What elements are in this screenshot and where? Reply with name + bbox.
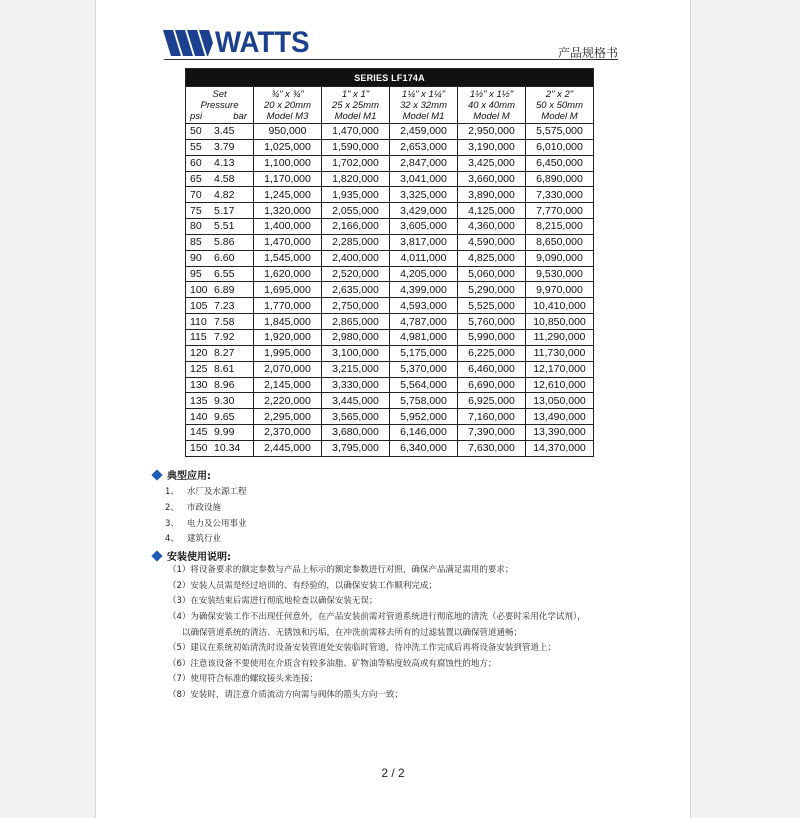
capacity-cell: 2,980,000 <box>322 329 390 345</box>
pressure-cell <box>186 393 254 409</box>
capacity-cell: 3,325,000 <box>390 187 458 203</box>
unit-psi: psi <box>190 111 203 122</box>
pressure-units <box>188 111 251 122</box>
pressure-cell <box>186 139 254 155</box>
capacity-cell: 6,460,000 <box>458 361 526 377</box>
psi-value: 70 <box>190 188 202 201</box>
note-item: （7）使用符合标准的螺纹接头来连接； <box>168 674 318 684</box>
capacity-cell: 6,450,000 <box>526 155 594 171</box>
bar-value: 8.27 <box>214 347 235 360</box>
capacity-cell: 11,290,000 <box>526 329 594 345</box>
list-index: 3、 <box>165 519 179 529</box>
bar-value: 9.65 <box>214 410 235 423</box>
flow-capacity-table <box>185 68 594 457</box>
capacity-cell: 6,225,000 <box>458 345 526 361</box>
capacity-cell: 2,145,000 <box>254 377 322 393</box>
table-body <box>186 124 594 457</box>
capacity-cell: 5,758,000 <box>390 393 458 409</box>
capacity-cell: 2,865,000 <box>322 314 390 330</box>
capacity-cell: 2,220,000 <box>254 393 322 409</box>
bar-value: 4.82 <box>214 188 235 201</box>
column-header-size-1-25in <box>390 87 458 124</box>
header-divider <box>164 59 618 60</box>
table-row <box>186 329 594 345</box>
watts-logo-mark-icon <box>163 30 213 56</box>
capacity-cell: 4,205,000 <box>390 266 458 282</box>
capacity-cell: 2,635,000 <box>322 282 390 298</box>
list-text: 建筑行业 <box>187 534 222 544</box>
table-row <box>186 266 594 282</box>
capacity-cell: 3,605,000 <box>390 219 458 235</box>
header-line: 1¼" x 1¼" <box>401 89 446 100</box>
installation-section <box>151 548 231 563</box>
bar-value: 8.61 <box>214 363 235 376</box>
list-item <box>165 517 247 529</box>
capacity-cell: 2,370,000 <box>254 425 322 441</box>
capacity-cell: 4,825,000 <box>458 250 526 266</box>
pressure-cell <box>186 250 254 266</box>
psi-value: 115 <box>190 331 207 344</box>
capacity-cell: 5,990,000 <box>458 329 526 345</box>
watts-logo <box>163 26 318 59</box>
capacity-cell: 3,680,000 <box>322 425 390 441</box>
capacity-cell: 4,399,000 <box>390 282 458 298</box>
capacity-cell: 3,565,000 <box>322 409 390 425</box>
capacity-cell: 1,470,000 <box>322 124 390 140</box>
bar-value: 6.55 <box>214 268 235 281</box>
capacity-cell: 3,425,000 <box>458 155 526 171</box>
pressure-cell <box>186 282 254 298</box>
capacity-cell: 1,400,000 <box>254 219 322 235</box>
capacity-cell: 2,950,000 <box>458 124 526 140</box>
psi-value: 140 <box>190 410 208 423</box>
capacity-cell: 2,400,000 <box>322 250 390 266</box>
applications-title: 典型应用: <box>167 471 211 482</box>
list-text: 水厂及水源工程 <box>187 487 247 497</box>
note-item: （3）在安装结束后需进行彻底地检查以确保安装无误； <box>168 596 378 606</box>
column-header-size-1-5in <box>458 87 526 124</box>
pressure-cell <box>186 234 254 250</box>
capacity-cell: 13,390,000 <box>526 425 594 441</box>
psi-value: 150 <box>190 442 208 455</box>
table-row <box>186 282 594 298</box>
capacity-cell: 12,610,000 <box>526 377 594 393</box>
header-line: 25 x 25mm <box>332 100 379 111</box>
list-index: 4、 <box>165 534 179 544</box>
header-line: 20 x 20mm <box>264 100 311 111</box>
capacity-cell: 6,890,000 <box>526 171 594 187</box>
capacity-cell: 9,970,000 <box>526 282 594 298</box>
document-page <box>95 0 691 818</box>
header-line: Model M3 <box>266 111 309 122</box>
capacity-cell: 7,160,000 <box>458 409 526 425</box>
capacity-cell: 5,564,000 <box>390 377 458 393</box>
note-item: （5）建议在系统初始清洗时设备安装管道处安装临时管道，待冲洗工作完成后再将设备安装到管道上； <box>168 643 556 653</box>
capacity-cell: 2,055,000 <box>322 203 390 219</box>
psi-value: 120 <box>190 347 208 360</box>
capacity-cell: 3,190,000 <box>458 139 526 155</box>
note-item: （4）为确保安装工作不出现任何意外，在产品安装前需对管道系统进行彻底地的清洗（必要时采用化学试剂）， <box>168 612 586 622</box>
capacity-cell: 10,410,000 <box>526 298 594 314</box>
capacity-cell: 1,995,000 <box>254 345 322 361</box>
document-title: 产品规格书 <box>557 46 618 60</box>
note-item-continuation: 以确保管道系统的清洁、无锈蚀和污垢，在冲洗前需移去所有的过滤装置以确保管道通畅； <box>182 628 523 638</box>
capacity-cell: 2,285,000 <box>322 234 390 250</box>
table-header-row <box>186 87 594 124</box>
psi-value: 105 <box>190 299 208 312</box>
bar-value: 6.89 <box>214 283 235 296</box>
bar-value: 3.45 <box>214 125 235 138</box>
bar-value: 5.17 <box>214 204 235 217</box>
pressure-cell <box>186 266 254 282</box>
psi-value: 90 <box>190 252 202 265</box>
header-line: Pressure <box>200 100 239 111</box>
list-item <box>165 501 221 513</box>
note-item: （8）安装时，请注意介质流动方向需与阀体的箭头方向一致； <box>168 690 403 700</box>
capacity-cell: 1,820,000 <box>322 171 390 187</box>
table-row <box>186 155 594 171</box>
bar-value: 9.99 <box>214 426 235 439</box>
capacity-cell: 5,575,000 <box>526 124 594 140</box>
capacity-cell: 11,730,000 <box>526 345 594 361</box>
capacity-cell: 13,490,000 <box>526 409 594 425</box>
header-line: Set <box>212 89 227 100</box>
table-row <box>186 345 594 361</box>
capacity-cell: 1,245,000 <box>254 187 322 203</box>
pressure-cell <box>186 171 254 187</box>
capacity-cell: 2,166,000 <box>322 219 390 235</box>
list-text: 电力及公用事业 <box>187 519 247 529</box>
capacity-cell: 5,525,000 <box>458 298 526 314</box>
table-row <box>186 393 594 409</box>
list-text: 市政设施 <box>187 503 222 513</box>
pressure-cell <box>186 187 254 203</box>
diamond-bullet-icon <box>151 550 162 561</box>
installation-title: 安装使用说明: <box>167 552 231 563</box>
table-row <box>186 234 594 250</box>
capacity-cell: 3,817,000 <box>390 234 458 250</box>
note-item: （1）将设备要求的额定参数与产品上标示的额定参数进行对照，确保产品满足需用的要求； <box>168 565 514 575</box>
table-row <box>186 409 594 425</box>
pressure-cell <box>186 440 254 456</box>
header-line: Model M1 <box>402 111 445 122</box>
capacity-cell: 2,520,000 <box>322 266 390 282</box>
capacity-cell: 1,920,000 <box>254 329 322 345</box>
header-line: 1½" x 1½" <box>469 89 514 100</box>
capacity-cell: 2,459,000 <box>390 124 458 140</box>
capacity-cell: 3,660,000 <box>458 171 526 187</box>
table-row <box>186 219 594 235</box>
applications-heading <box>151 467 211 482</box>
capacity-cell: 6,010,000 <box>526 139 594 155</box>
note-item: （2）安装人员需是经过培训的、有经验的，以确保安装工作顺利完成； <box>168 581 437 591</box>
column-header-size-m3 <box>254 87 322 124</box>
column-header-pressure <box>186 87 254 124</box>
pressure-cell <box>186 345 254 361</box>
table-row <box>186 139 594 155</box>
table-row <box>186 250 594 266</box>
capacity-cell: 2,295,000 <box>254 409 322 425</box>
capacity-cell: 3,330,000 <box>322 377 390 393</box>
bar-value: 4.58 <box>214 172 235 185</box>
capacity-cell: 2,445,000 <box>254 440 322 456</box>
capacity-cell: 3,100,000 <box>322 345 390 361</box>
capacity-cell: 10,850,000 <box>526 314 594 330</box>
bar-value: 3.79 <box>214 141 235 154</box>
bar-value: 6.60 <box>214 252 235 265</box>
applications-section <box>151 467 211 482</box>
bar-value: 5.86 <box>214 236 235 249</box>
table-series-row <box>186 69 594 87</box>
pressure-cell <box>186 361 254 377</box>
capacity-cell: 1,770,000 <box>254 298 322 314</box>
capacity-cell: 4,593,000 <box>390 298 458 314</box>
header-line: ¾" x ¾" <box>271 89 304 100</box>
capacity-cell: 2,847,000 <box>390 155 458 171</box>
capacity-cell: 1,025,000 <box>254 139 322 155</box>
capacity-cell: 2,070,000 <box>254 361 322 377</box>
table-row <box>186 377 594 393</box>
page-number: 2 / 2 <box>381 766 405 780</box>
pressure-cell <box>186 377 254 393</box>
capacity-cell: 1,702,000 <box>322 155 390 171</box>
capacity-cell: 5,760,000 <box>458 314 526 330</box>
capacity-cell: 4,011,000 <box>390 250 458 266</box>
bar-value: 7.58 <box>214 315 235 328</box>
capacity-cell: 950,000 <box>254 124 322 140</box>
pressure-cell <box>186 314 254 330</box>
capacity-cell: 1,470,000 <box>254 234 322 250</box>
capacity-cell: 4,787,000 <box>390 314 458 330</box>
note-item: （6）注意该设备不要使用在介质含有较多油脂、矿物油等粘度较高或有腐蚀性的地方； <box>168 659 497 669</box>
table-row <box>186 361 594 377</box>
capacity-cell: 13,050,000 <box>526 393 594 409</box>
capacity-cell: 1,320,000 <box>254 203 322 219</box>
header-line: 1" x 1" <box>341 89 370 100</box>
pressure-cell <box>186 409 254 425</box>
bar-value: 4.13 <box>214 157 235 170</box>
capacity-cell: 5,370,000 <box>390 361 458 377</box>
capacity-cell: 1,695,000 <box>254 282 322 298</box>
psi-value: 135 <box>190 394 208 407</box>
header-line: 32 x 32mm <box>400 100 447 111</box>
table-row <box>186 314 594 330</box>
capacity-cell: 7,770,000 <box>526 203 594 219</box>
psi-value: 60 <box>190 157 202 170</box>
list-item <box>165 532 221 544</box>
psi-value: 110 <box>190 315 207 328</box>
installation-heading <box>151 548 231 563</box>
capacity-cell: 3,795,000 <box>322 440 390 456</box>
capacity-cell: 5,175,000 <box>390 345 458 361</box>
capacity-cell: 4,125,000 <box>458 203 526 219</box>
header-line: 50 x 50mm <box>536 100 583 111</box>
table-row <box>186 203 594 219</box>
list-item <box>165 485 247 497</box>
capacity-cell: 1,545,000 <box>254 250 322 266</box>
bar-value: 7.23 <box>214 299 235 312</box>
table-row <box>186 425 594 441</box>
logo-wordmark: WATTS <box>215 26 310 59</box>
header-line: Model M <box>473 111 510 122</box>
capacity-cell: 1,620,000 <box>254 266 322 282</box>
capacity-cell: 9,090,000 <box>526 250 594 266</box>
psi-value: 95 <box>190 268 202 281</box>
table-row <box>186 298 594 314</box>
capacity-cell: 2,653,000 <box>390 139 458 155</box>
psi-value: 130 <box>190 378 208 391</box>
list-index: 2、 <box>165 503 179 513</box>
pressure-cell <box>186 329 254 345</box>
capacity-cell: 1,170,000 <box>254 171 322 187</box>
psi-value: 55 <box>190 141 202 154</box>
capacity-cell: 3,445,000 <box>322 393 390 409</box>
table-row <box>186 187 594 203</box>
bar-value: 9.30 <box>214 394 235 407</box>
capacity-cell: 3,429,000 <box>390 203 458 219</box>
capacity-cell: 5,290,000 <box>458 282 526 298</box>
pressure-cell <box>186 219 254 235</box>
pressure-cell <box>186 425 254 441</box>
list-index: 1、 <box>165 487 179 497</box>
psi-value: 125 <box>190 363 208 376</box>
capacity-cell: 6,340,000 <box>390 440 458 456</box>
header-line: Model M1 <box>334 111 377 122</box>
capacity-cell: 6,925,000 <box>458 393 526 409</box>
capacity-cell: 8,650,000 <box>526 234 594 250</box>
capacity-cell: 3,890,000 <box>458 187 526 203</box>
capacity-cell: 4,590,000 <box>458 234 526 250</box>
psi-value: 50 <box>190 125 202 138</box>
header-line: Model M <box>541 111 578 122</box>
capacity-cell: 6,146,000 <box>390 425 458 441</box>
capacity-cell: 4,981,000 <box>390 329 458 345</box>
pressure-cell <box>186 124 254 140</box>
table-row <box>186 124 594 140</box>
capacity-cell: 1,100,000 <box>254 155 322 171</box>
header-line: 40 x 40mm <box>468 100 515 111</box>
bar-value: 5.51 <box>214 220 235 233</box>
capacity-cell: 2,750,000 <box>322 298 390 314</box>
capacity-cell: 8,215,000 <box>526 219 594 235</box>
capacity-cell: 1,935,000 <box>322 187 390 203</box>
capacity-cell: 7,330,000 <box>526 187 594 203</box>
series-title: SERIES LF174A <box>186 69 594 87</box>
psi-value: 145 <box>190 426 208 439</box>
bar-value: 7.92 <box>214 331 235 344</box>
capacity-cell: 5,060,000 <box>458 266 526 282</box>
psi-value: 80 <box>190 220 202 233</box>
capacity-cell: 1,590,000 <box>322 139 390 155</box>
pressure-cell <box>186 155 254 171</box>
capacity-cell: 5,952,000 <box>390 409 458 425</box>
psi-value: 75 <box>190 204 202 217</box>
capacity-cell: 6,690,000 <box>458 377 526 393</box>
pressure-cell <box>186 203 254 219</box>
unit-bar: bar <box>233 111 247 122</box>
capacity-cell: 7,630,000 <box>458 440 526 456</box>
capacity-cell: 3,041,000 <box>390 171 458 187</box>
table-row <box>186 171 594 187</box>
pressure-cell <box>186 298 254 314</box>
capacity-cell: 12,170,000 <box>526 361 594 377</box>
capacity-cell: 3,215,000 <box>322 361 390 377</box>
psi-value: 100 <box>190 283 208 296</box>
capacity-cell: 14,370,000 <box>526 440 594 456</box>
bar-value: 10.34 <box>214 442 241 455</box>
header-line: 2" x 2" <box>545 89 574 100</box>
capacity-cell: 4,360,000 <box>458 219 526 235</box>
table-row <box>186 440 594 456</box>
capacity-cell: 9,530,000 <box>526 266 594 282</box>
psi-value: 85 <box>190 236 202 249</box>
capacity-cell: 7,390,000 <box>458 425 526 441</box>
diamond-bullet-icon <box>151 469 162 480</box>
bar-value: 8.96 <box>214 378 235 391</box>
column-header-size-2in <box>526 87 594 124</box>
column-header-size-1in <box>322 87 390 124</box>
psi-value: 65 <box>190 172 202 185</box>
capacity-cell: 1,845,000 <box>254 314 322 330</box>
